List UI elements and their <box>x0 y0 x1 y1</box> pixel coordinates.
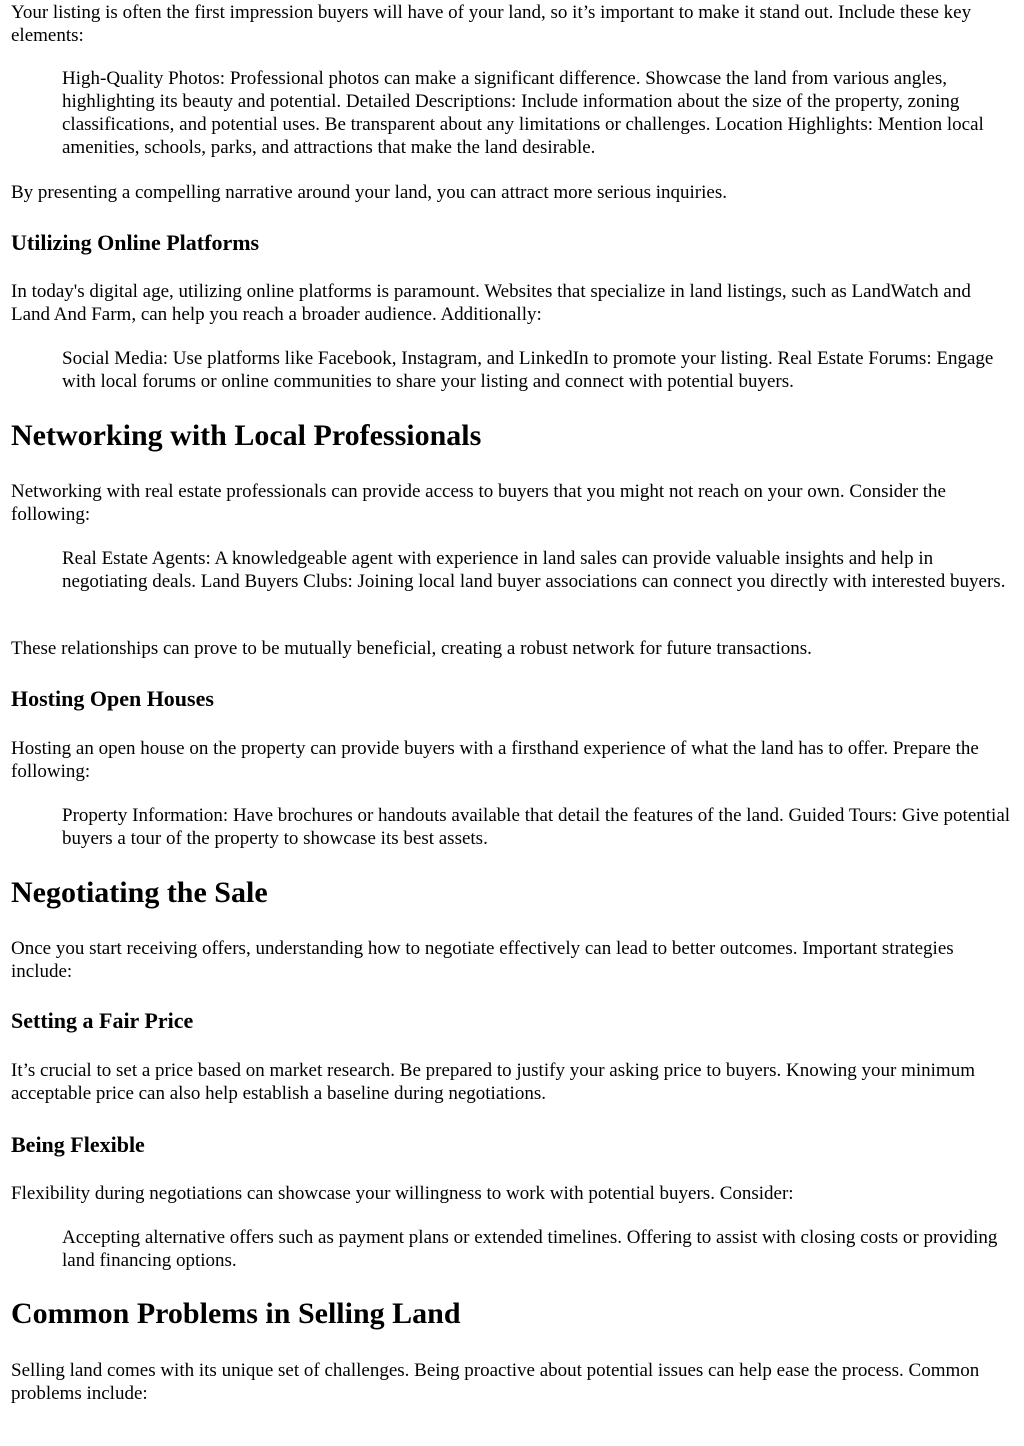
negotiating-paragraph: Once you start receiving offers, understanding how to negotiate effectively can lead to better outcomes. Important strategies include: <box>11 938 954 982</box>
common-problems-heading: Common Problems in Selling Land <box>11 1297 461 1330</box>
negotiating-heading: Negotiating the Sale <box>11 876 268 909</box>
networking-closing-paragraph: These relationships can prove to be mutually beneficial, creating a robust network for future transactions. <box>11 638 812 659</box>
open-houses-paragraph: Hosting an open house on the property can provide buyers with a firsthand experience of what the land has to offer. Prepare the following: <box>11 738 979 782</box>
flexible-heading: Being Flexible <box>11 1132 145 1157</box>
intro-closing-paragraph: By presenting a compelling narrative around your land, you can attract more serious inquiries. <box>11 182 727 203</box>
open-houses-quote: Property Information: Have brochures or handouts available that detail the features of the land. Guided Tours: Give potential buyers a tour of the property to showcase its best assets. <box>62 805 1011 849</box>
flexible-paragraph: Flexibility during negotiations can showcase your willingness to work with potential buyers. Consider: <box>11 1183 794 1204</box>
fair-price-heading: Setting a Fair Price <box>11 1008 194 1033</box>
flexible-quote: Accepting alternative offers such as payment plans or extended timelines. Offering to assist with closing costs or providing land financing options. <box>62 1227 998 1271</box>
networking-heading: Networking with Local Professionals <box>11 419 482 452</box>
key-elements-quote: High-Quality Photos: Professional photos can make a significant difference. Showcase the land from various angles, highlighting its beauty and potential. Detailed Descriptions: Include information about the size of the property, zoning classifications, and potential uses. Be transparent about any limitations or challenges. Location Highlights: Mention local amenities, schools, parks, and attractions that make the land desirable. <box>62 68 984 158</box>
online-platforms-heading: Utilizing Online Platforms <box>11 230 260 255</box>
intro-paragraph: Your listing is often the first impression buyers will have of your land, so it’s important to make it stand out. Include these key elements: <box>11 2 972 46</box>
networking-quote: Real Estate Agents: A knowledgeable agent with experience in land sales can provide valuable insights and help in negotiating deals. Land Buyers Clubs: Joining local land buyer associations can connect you directly with interested buyers. <box>62 548 1006 592</box>
fair-price-paragraph: It’s crucial to set a price based on market research. Be prepared to justify your asking price to buyers. Knowing your minimum acceptable price can also help establish a baseline during negotiations. <box>11 1060 975 1104</box>
open-houses-heading: Hosting Open Houses <box>11 686 214 711</box>
networking-paragraph: Networking with real estate professionals can provide access to buyers that you might not reach on your own. Consider the following: <box>11 481 946 525</box>
online-platforms-paragraph: In today's digital age, utilizing online platforms is paramount. Websites that specialize in land listings, such as LandWatch and Land And Farm, can help you reach a broader audience. Additionally: <box>11 281 971 325</box>
common-problems-paragraph: Selling land comes with its unique set of challenges. Being proactive about potential issues can help ease the process. Common problems include: <box>11 1360 980 1404</box>
online-platforms-quote: Social Media: Use platforms like Facebook, Instagram, and LinkedIn to promote your listing. Real Estate Forums: Engage with local forums or online communities to share your listing and connect with potential buyers. <box>62 348 994 392</box>
